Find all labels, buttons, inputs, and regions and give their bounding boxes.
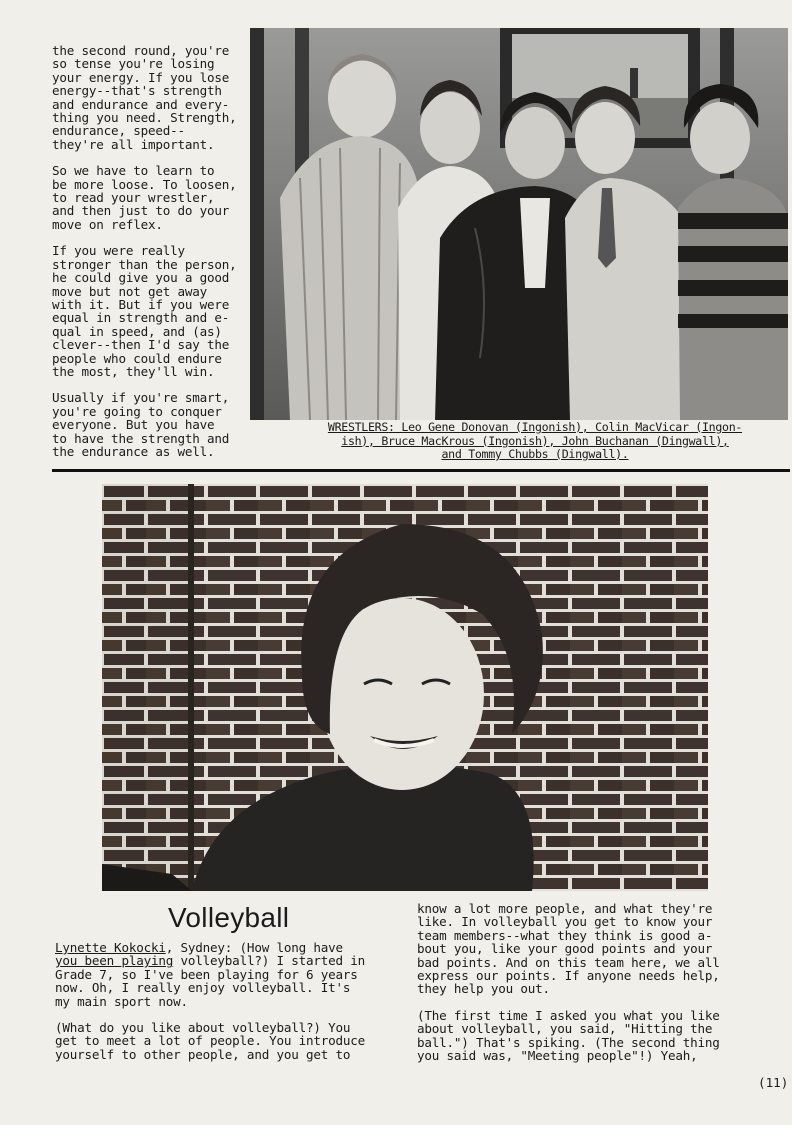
paragraph: (What do you like about volleyball?) You get to meet a lot of people. You introduce yourself to other people, and you get to xyxy=(55,1020,366,1062)
text-span: volleyball?) I started in Grade 7, so I've been playing for 6 years now. Oh, I really enjoy volleyball. It's my main sport now. xyxy=(55,953,366,1009)
volleyball-interview-right xyxy=(417,902,762,1075)
wrestlers-photo-image xyxy=(250,28,788,420)
paragraph: If you were really stronger than the person, he could give you a good move but not get away with it. But if you were equal in strength and e- qual in speed, and (as) clever--then I'd say the people who could endure the most, they'll win. xyxy=(52,243,237,379)
wrestling-interview-text xyxy=(52,44,252,471)
wrestlers-photo xyxy=(250,28,788,420)
volleyball-interview-left xyxy=(55,941,395,1074)
text-span: , Sydney: (How long have xyxy=(165,940,343,955)
volleyball-player-photo xyxy=(102,484,708,891)
section-divider xyxy=(52,469,790,472)
text-span: you been playing xyxy=(55,953,174,969)
paragraph: (The first time I asked you what you like about volleyball, you said, "Hitting the ball.") That's spiking. (The second thing you said was, "Meeting people"!) Yeah, xyxy=(417,1007,720,1064)
paragraph: So we have to learn to be more loose. To loosen, to read your wrestler, and then just to do your move on reflex. xyxy=(52,163,237,232)
paragraph: know a lot more people, and what they're like. In volleyball you get to know your team members--what they think is good a- bout you, like your good points and your bad points. And on this team here, we all express our points. If anyone needs help, they help you out. xyxy=(417,901,720,997)
caption-line: ish), Bruce MacKrous (Ingonish), John Buchanan (Dingwall), xyxy=(341,433,729,448)
page-number: (11) xyxy=(758,1075,789,1090)
paragraph: Usually if you're smart, you're going to conquer everyone. But you have to have the strength and the endurance as well. xyxy=(52,390,230,459)
interviewee-name: Lynette Kokocki xyxy=(55,940,166,955)
paragraph: the second round, you're so tense you're losing your energy. If you lose energy--that's strength and endurance and every- thing you need. Strength, endurance, speed-- they're all important. xyxy=(52,43,237,152)
section-heading: Volleyball xyxy=(168,902,290,933)
caption-line: and Tommy Chubbs (Dingwall). xyxy=(441,447,629,461)
volleyball-player-photo-image xyxy=(102,484,708,891)
caption-line: WRESTLERS: Leo Gene Donovan (Ingonish), Colin MacVicar (Ingon- xyxy=(327,420,743,434)
paragraph xyxy=(55,941,395,1008)
photo-caption xyxy=(300,421,770,462)
